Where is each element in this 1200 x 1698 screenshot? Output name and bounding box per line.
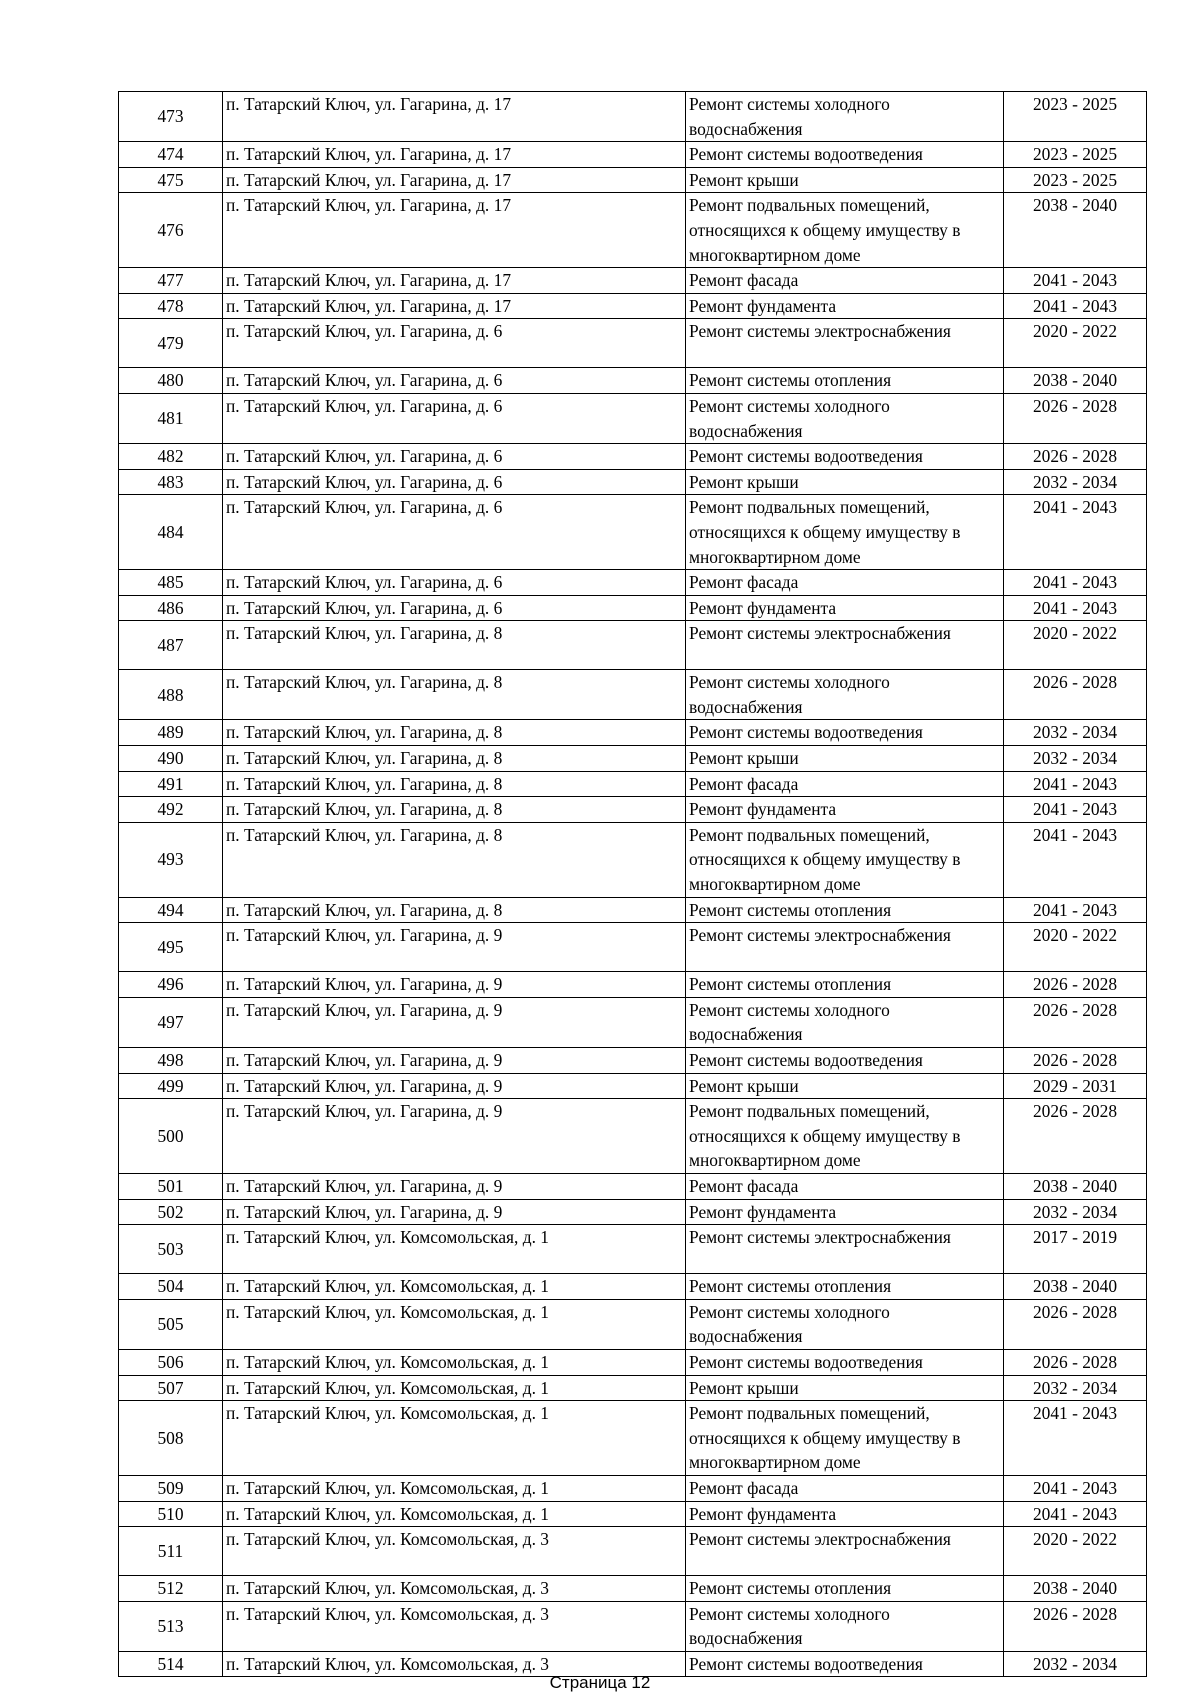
row-number-cell: 489	[119, 720, 223, 746]
period-cell: 2029 - 2031	[1004, 1073, 1147, 1099]
table-row	[119, 1274, 1147, 1300]
address-cell: п. Татарский Ключ, ул. Гагарина, д. 8	[223, 746, 686, 772]
table-row	[119, 1375, 1147, 1401]
row-number-cell: 490	[119, 746, 223, 772]
work-type-cell: Ремонт подвальных помещений, относящихся к общему имуществу в многоквартирном доме	[686, 822, 1004, 897]
work-type-cell: Ремонт системы отопления	[686, 897, 1004, 923]
address-cell: п. Татарский Ключ, ул. Гагарина, д. 9	[223, 997, 686, 1047]
row-number-cell: 480	[119, 368, 223, 394]
work-type-cell: Ремонт фасада	[686, 1475, 1004, 1501]
row-number-cell: 487	[119, 621, 223, 670]
row-number-cell: 488	[119, 670, 223, 720]
address-cell: п. Татарский Ключ, ул. Гагарина, д. 9	[223, 1048, 686, 1074]
work-type-cell: Ремонт фундамента	[686, 1501, 1004, 1527]
table-row	[119, 1501, 1147, 1527]
table-row	[119, 1173, 1147, 1199]
row-number-cell: 473	[119, 92, 223, 142]
row-number-cell: 505	[119, 1299, 223, 1349]
table-row	[119, 797, 1147, 823]
period-cell: 2032 - 2034	[1004, 746, 1147, 772]
work-type-cell: Ремонт фасада	[686, 570, 1004, 596]
address-cell: п. Татарский Ключ, ул. Комсомольская, д. 3	[223, 1527, 686, 1576]
period-cell: 2032 - 2034	[1004, 1199, 1147, 1225]
work-type-cell: Ремонт системы холодного водоснабжения	[686, 393, 1004, 443]
period-cell: 2023 - 2025	[1004, 92, 1147, 142]
row-number-cell: 474	[119, 142, 223, 168]
address-cell: п. Татарский Ключ, ул. Гагарина, д. 8	[223, 771, 686, 797]
work-type-cell: Ремонт крыши	[686, 167, 1004, 193]
period-cell: 2041 - 2043	[1004, 1475, 1147, 1501]
work-type-cell: Ремонт подвальных помещений, относящихся к общему имуществу в многоквартирном доме	[686, 1401, 1004, 1476]
row-number-cell: 511	[119, 1527, 223, 1576]
address-cell: п. Татарский Ключ, ул. Гагарина, д. 17	[223, 193, 686, 268]
row-number-cell: 493	[119, 822, 223, 897]
table-row	[119, 771, 1147, 797]
work-type-cell: Ремонт фундамента	[686, 293, 1004, 319]
row-number-cell: 498	[119, 1048, 223, 1074]
address-cell: п. Татарский Ключ, ул. Комсомольская, д. 1	[223, 1501, 686, 1527]
work-type-cell: Ремонт подвальных помещений, относящихся к общему имуществу в многоквартирном доме	[686, 193, 1004, 268]
period-cell: 2041 - 2043	[1004, 293, 1147, 319]
period-cell: 2020 - 2022	[1004, 923, 1147, 972]
table-row	[119, 444, 1147, 470]
work-type-cell: Ремонт системы электроснабжения	[686, 319, 1004, 368]
period-cell: 2038 - 2040	[1004, 1173, 1147, 1199]
table-row	[119, 720, 1147, 746]
row-number-cell: 510	[119, 1501, 223, 1527]
work-type-cell: Ремонт крыши	[686, 1073, 1004, 1099]
table-row	[119, 1199, 1147, 1225]
row-number-cell: 495	[119, 923, 223, 972]
row-number-cell: 497	[119, 997, 223, 1047]
address-cell: п. Татарский Ключ, ул. Гагарина, д. 6	[223, 495, 686, 570]
work-type-cell: Ремонт системы электроснабжения	[686, 923, 1004, 972]
table-row	[119, 1349, 1147, 1375]
table-row	[119, 1073, 1147, 1099]
address-cell: п. Татарский Ключ, ул. Гагарина, д. 17	[223, 92, 686, 142]
table-row	[119, 595, 1147, 621]
address-cell: п. Татарский Ключ, ул. Гагарина, д. 6	[223, 444, 686, 470]
address-cell: п. Татарский Ключ, ул. Гагарина, д. 8	[223, 797, 686, 823]
work-type-cell: Ремонт системы электроснабжения	[686, 621, 1004, 670]
address-cell: п. Татарский Ключ, ул. Гагарина, д. 17	[223, 293, 686, 319]
period-cell: 2041 - 2043	[1004, 797, 1147, 823]
work-type-cell: Ремонт системы холодного водоснабжения	[686, 670, 1004, 720]
period-cell: 2041 - 2043	[1004, 268, 1147, 294]
work-type-cell: Ремонт подвальных помещений, относящихся к общему имуществу в многоквартирном доме	[686, 495, 1004, 570]
address-cell: п. Татарский Ключ, ул. Комсомольская, д. 1	[223, 1274, 686, 1300]
row-number-cell: 508	[119, 1401, 223, 1476]
period-cell: 2026 - 2028	[1004, 1048, 1147, 1074]
row-number-cell: 485	[119, 570, 223, 596]
period-cell: 2032 - 2034	[1004, 1651, 1147, 1677]
page-number: Страница 12	[549, 1673, 651, 1692]
work-type-cell: Ремонт фасада	[686, 268, 1004, 294]
period-cell: 2020 - 2022	[1004, 1527, 1147, 1576]
address-cell: п. Татарский Ключ, ул. Гагарина, д. 9	[223, 1099, 686, 1174]
address-cell: п. Татарский Ключ, ул. Гагарина, д. 8	[223, 670, 686, 720]
row-number-cell: 478	[119, 293, 223, 319]
period-cell: 2041 - 2043	[1004, 771, 1147, 797]
address-cell: п. Татарский Ключ, ул. Комсомольская, д. 3	[223, 1601, 686, 1651]
period-cell: 2032 - 2034	[1004, 1375, 1147, 1401]
period-cell: 2041 - 2043	[1004, 897, 1147, 923]
repair-schedule-table	[118, 91, 1147, 1677]
address-cell: п. Татарский Ключ, ул. Гагарина, д. 17	[223, 167, 686, 193]
work-type-cell: Ремонт системы водоотведения	[686, 1651, 1004, 1677]
period-cell: 2020 - 2022	[1004, 621, 1147, 670]
period-cell: 2023 - 2025	[1004, 142, 1147, 168]
table-row	[119, 1601, 1147, 1651]
row-number-cell: 481	[119, 393, 223, 443]
address-cell: п. Татарский Ключ, ул. Комсомольская, д. 1	[223, 1375, 686, 1401]
table-row	[119, 897, 1147, 923]
work-type-cell: Ремонт системы холодного водоснабжения	[686, 92, 1004, 142]
work-type-cell: Ремонт системы водоотведения	[686, 1349, 1004, 1375]
work-type-cell: Ремонт системы водоотведения	[686, 1048, 1004, 1074]
table-row	[119, 621, 1147, 670]
work-type-cell: Ремонт системы холодного водоснабжения	[686, 997, 1004, 1047]
work-type-cell: Ремонт крыши	[686, 746, 1004, 772]
period-cell: 2038 - 2040	[1004, 368, 1147, 394]
row-number-cell: 513	[119, 1601, 223, 1651]
row-number-cell: 512	[119, 1576, 223, 1602]
table-row	[119, 393, 1147, 443]
table-row	[119, 1225, 1147, 1274]
address-cell: п. Татарский Ключ, ул. Гагарина, д. 6	[223, 469, 686, 495]
address-cell: п. Татарский Ключ, ул. Гагарина, д. 9	[223, 1173, 686, 1199]
table-row	[119, 142, 1147, 168]
table-row	[119, 268, 1147, 294]
period-cell: 2026 - 2028	[1004, 670, 1147, 720]
table-row	[119, 469, 1147, 495]
work-type-cell: Ремонт системы холодного водоснабжения	[686, 1601, 1004, 1651]
row-number-cell: 504	[119, 1274, 223, 1300]
table-row	[119, 495, 1147, 570]
row-number-cell: 494	[119, 897, 223, 923]
period-cell: 2026 - 2028	[1004, 997, 1147, 1047]
address-cell: п. Татарский Ключ, ул. Комсомольская, д. 1	[223, 1299, 686, 1349]
address-cell: п. Татарский Ключ, ул. Комсомольская, д. 1	[223, 1225, 686, 1274]
address-cell: п. Татарский Ключ, ул. Гагарина, д. 8	[223, 897, 686, 923]
address-cell: п. Татарский Ключ, ул. Комсомольская, д. 1	[223, 1475, 686, 1501]
row-number-cell: 484	[119, 495, 223, 570]
row-number-cell: 496	[119, 972, 223, 998]
work-type-cell: Ремонт системы отопления	[686, 368, 1004, 394]
work-type-cell: Ремонт системы отопления	[686, 1274, 1004, 1300]
address-cell: п. Татарский Ключ, ул. Гагарина, д. 6	[223, 595, 686, 621]
row-number-cell: 500	[119, 1099, 223, 1174]
row-number-cell: 476	[119, 193, 223, 268]
table-row	[119, 997, 1147, 1047]
work-type-cell: Ремонт системы отопления	[686, 972, 1004, 998]
address-cell: п. Татарский Ключ, ул. Гагарина, д. 8	[223, 822, 686, 897]
work-type-cell: Ремонт системы водоотведения	[686, 142, 1004, 168]
row-number-cell: 507	[119, 1375, 223, 1401]
period-cell: 2041 - 2043	[1004, 1401, 1147, 1476]
row-number-cell: 477	[119, 268, 223, 294]
period-cell: 2038 - 2040	[1004, 1274, 1147, 1300]
row-number-cell: 506	[119, 1349, 223, 1375]
table-row	[119, 1299, 1147, 1349]
row-number-cell: 509	[119, 1475, 223, 1501]
period-cell: 2032 - 2034	[1004, 469, 1147, 495]
row-number-cell: 486	[119, 595, 223, 621]
work-type-cell: Ремонт системы отопления	[686, 1576, 1004, 1602]
table-row	[119, 670, 1147, 720]
work-type-cell: Ремонт системы электроснабжения	[686, 1225, 1004, 1274]
address-cell: п. Татарский Ключ, ул. Гагарина, д. 6	[223, 368, 686, 394]
work-type-cell: Ремонт фасада	[686, 771, 1004, 797]
row-number-cell: 491	[119, 771, 223, 797]
period-cell: 2020 - 2022	[1004, 319, 1147, 368]
period-cell: 2026 - 2028	[1004, 1299, 1147, 1349]
work-type-cell: Ремонт системы холодного водоснабжения	[686, 1299, 1004, 1349]
table-row	[119, 1401, 1147, 1476]
period-cell: 2026 - 2028	[1004, 444, 1147, 470]
table-row	[119, 972, 1147, 998]
row-number-cell: 514	[119, 1651, 223, 1677]
address-cell: п. Татарский Ключ, ул. Комсомольская, д. 3	[223, 1651, 686, 1677]
period-cell: 2023 - 2025	[1004, 167, 1147, 193]
period-cell: 2041 - 2043	[1004, 1501, 1147, 1527]
address-cell: п. Татарский Ключ, ул. Гагарина, д. 17	[223, 268, 686, 294]
table-row	[119, 1099, 1147, 1174]
work-type-cell: Ремонт фундамента	[686, 595, 1004, 621]
address-cell: п. Татарский Ключ, ул. Гагарина, д. 6	[223, 393, 686, 443]
address-cell: п. Татарский Ключ, ул. Комсомольская, д. 1	[223, 1401, 686, 1476]
row-number-cell: 501	[119, 1173, 223, 1199]
table-row	[119, 1576, 1147, 1602]
table-row	[119, 1048, 1147, 1074]
period-cell: 2041 - 2043	[1004, 822, 1147, 897]
address-cell: п. Татарский Ключ, ул. Гагарина, д. 6	[223, 570, 686, 596]
address-cell: п. Татарский Ключ, ул. Гагарина, д. 8	[223, 621, 686, 670]
period-cell: 2026 - 2028	[1004, 1349, 1147, 1375]
work-type-cell: Ремонт системы электроснабжения	[686, 1527, 1004, 1576]
address-cell: п. Татарский Ключ, ул. Гагарина, д. 8	[223, 720, 686, 746]
table-row	[119, 193, 1147, 268]
table-row	[119, 570, 1147, 596]
table-row	[119, 822, 1147, 897]
address-cell: п. Татарский Ключ, ул. Гагарина, д. 9	[223, 923, 686, 972]
address-cell: п. Татарский Ключ, ул. Комсомольская, д. 1	[223, 1349, 686, 1375]
address-cell: п. Татарский Ключ, ул. Комсомольская, д. 3	[223, 1576, 686, 1602]
row-number-cell: 492	[119, 797, 223, 823]
table-body	[119, 92, 1147, 1677]
period-cell: 2026 - 2028	[1004, 1099, 1147, 1174]
table-row	[119, 167, 1147, 193]
period-cell: 2041 - 2043	[1004, 495, 1147, 570]
period-cell: 2026 - 2028	[1004, 1601, 1147, 1651]
table-row	[119, 92, 1147, 142]
period-cell: 2026 - 2028	[1004, 393, 1147, 443]
table-row	[119, 319, 1147, 368]
work-type-cell: Ремонт крыши	[686, 469, 1004, 495]
period-cell: 2026 - 2028	[1004, 972, 1147, 998]
table-row	[119, 1475, 1147, 1501]
period-cell: 2041 - 2043	[1004, 595, 1147, 621]
row-number-cell: 499	[119, 1073, 223, 1099]
period-cell: 2032 - 2034	[1004, 720, 1147, 746]
work-type-cell: Ремонт фундамента	[686, 797, 1004, 823]
table-row	[119, 368, 1147, 394]
work-type-cell: Ремонт фундамента	[686, 1199, 1004, 1225]
address-cell: п. Татарский Ключ, ул. Гагарина, д. 6	[223, 319, 686, 368]
table-row	[119, 1527, 1147, 1576]
table-row	[119, 923, 1147, 972]
address-cell: п. Татарский Ключ, ул. Гагарина, д. 9	[223, 972, 686, 998]
row-number-cell: 482	[119, 444, 223, 470]
address-cell: п. Татарский Ключ, ул. Гагарина, д. 9	[223, 1199, 686, 1225]
period-cell: 2017 - 2019	[1004, 1225, 1147, 1274]
period-cell: 2041 - 2043	[1004, 570, 1147, 596]
table-row	[119, 293, 1147, 319]
work-type-cell: Ремонт крыши	[686, 1375, 1004, 1401]
row-number-cell: 483	[119, 469, 223, 495]
work-type-cell: Ремонт фасада	[686, 1173, 1004, 1199]
row-number-cell: 475	[119, 167, 223, 193]
address-cell: п. Татарский Ключ, ул. Гагарина, д. 17	[223, 142, 686, 168]
work-type-cell: Ремонт системы водоотведения	[686, 444, 1004, 470]
row-number-cell: 479	[119, 319, 223, 368]
row-number-cell: 503	[119, 1225, 223, 1274]
period-cell: 2038 - 2040	[1004, 1576, 1147, 1602]
work-type-cell: Ремонт подвальных помещений, относящихся к общему имуществу в многоквартирном доме	[686, 1099, 1004, 1174]
period-cell: 2038 - 2040	[1004, 193, 1147, 268]
table-row	[119, 746, 1147, 772]
work-type-cell: Ремонт системы водоотведения	[686, 720, 1004, 746]
address-cell: п. Татарский Ключ, ул. Гагарина, д. 9	[223, 1073, 686, 1099]
row-number-cell: 502	[119, 1199, 223, 1225]
